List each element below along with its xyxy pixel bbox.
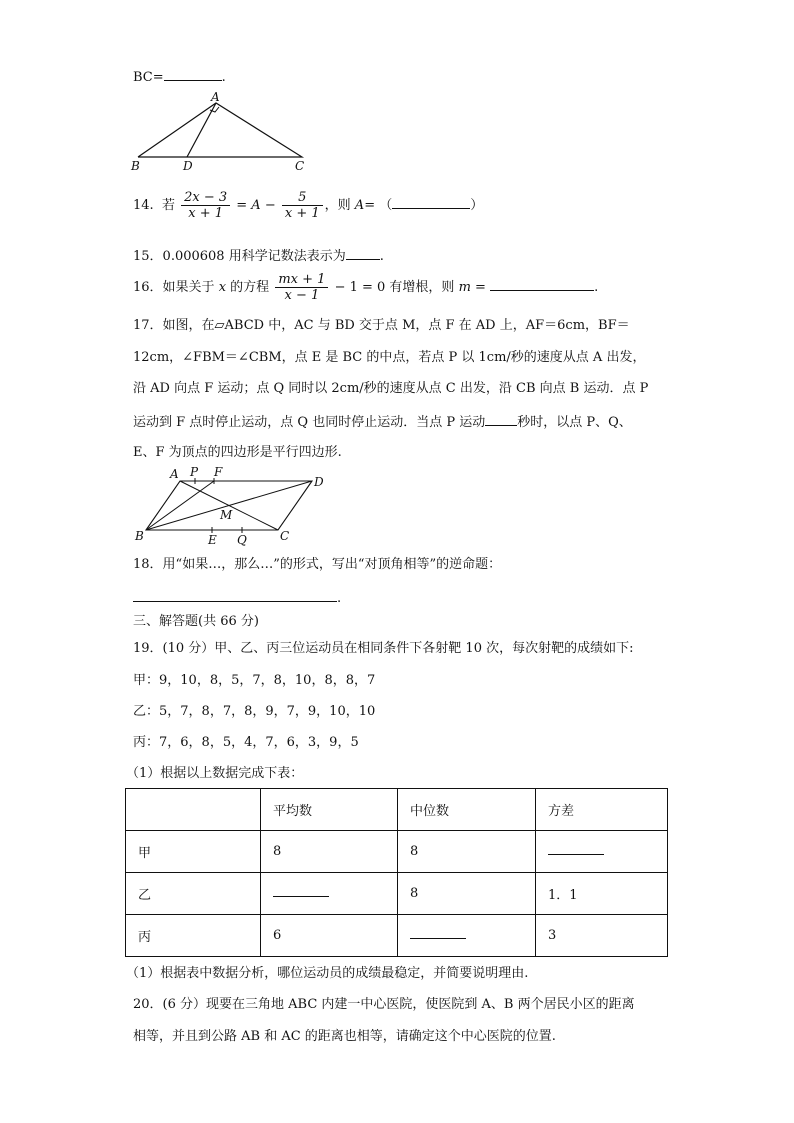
score-table	[125, 788, 668, 957]
table-cell	[261, 873, 398, 915]
label-p: P	[190, 465, 199, 479]
table-cell: 丙	[126, 915, 261, 957]
label-f: F	[214, 465, 223, 479]
table-cell: 1．1	[536, 873, 668, 915]
label-m: M	[220, 508, 233, 522]
triangle-figure	[128, 90, 313, 175]
table-row	[126, 831, 668, 873]
q17-line-2: 12cm，∠FBM＝∠CBM，点 E 是 BC 的中点，若点 P 以 1cm/秒的速度从点 A 出发，	[133, 350, 646, 365]
q19-intro: 19．(10 分）甲、乙、丙三位运动员在相同条件下各射靶 10 次，每次射靶的成绩如下:	[133, 641, 634, 656]
q17-line-5: E、F 为顶点的四边形是平行四边形.	[133, 445, 342, 460]
q16-blank[interactable]	[490, 278, 594, 291]
q14-fraction-2: $\frac{5}{x + 1}$	[282, 190, 323, 221]
table-cell: 6	[261, 915, 398, 957]
label-e: E	[208, 533, 217, 547]
table-cell: 8	[398, 873, 536, 915]
parallelogram-figure	[130, 464, 330, 548]
table-cell: 3	[536, 915, 668, 957]
q17-line-3: 沿 AD 向点 F 运动；点 Q 同时以 2cm/秒的速度从点 C 出发，沿 CB 向点 B 运动．点 P	[133, 381, 649, 396]
section-heading: 三、解答题(共 66 分)	[133, 614, 259, 629]
q18-line-1: 18．用“如果…，那么…”的形式，写出“对顶角相等”的逆命题：	[133, 557, 502, 572]
q19-sub-2: （1）根据表中数据分析，哪位运动员的成绩最稳定，并简要说明理由.	[126, 966, 529, 981]
q13-answer-line: BC= .	[133, 70, 226, 85]
table-header-row	[126, 789, 668, 831]
question-14: 14. 若 $\frac{2x - 3}{x + 1}$ = A − $\frac{5}{x + 1}$ ，则 A= （ ）	[133, 190, 484, 221]
q14-fraction-1: $\frac{2x - 3}{x + 1}$	[181, 190, 230, 221]
q19-data-jia: 甲：9，10，8，5，7，8，10，8，8，7	[133, 673, 376, 688]
variance-blank-jia[interactable]	[548, 844, 604, 855]
table-cell: 乙	[126, 873, 261, 915]
mean-blank-yi[interactable]	[273, 886, 329, 897]
q19-data-yi: 乙：5，7，8，7，8，9，7，9，10，10	[133, 704, 376, 719]
label-a: A	[170, 467, 179, 481]
table-row	[126, 873, 668, 915]
table-header-cell: 中位数	[398, 789, 536, 831]
label-b: B	[131, 159, 140, 173]
q17-line-4: 运动到 F 点时停止运动，点 Q 也同时停止运动．当点 P 运动 秒时，以点 P、Q、	[133, 415, 632, 430]
q16-fraction: $\frac{mx + 1}{x - 1}$	[275, 272, 328, 303]
label-c: C	[280, 529, 290, 543]
label-d: D	[183, 159, 193, 173]
label-b: B	[135, 529, 144, 543]
q20-line-2: 相等，并且到公路 AB 和 AC 的距离也相等，请确定这个中心医院的位置.	[133, 1029, 556, 1044]
table-row	[126, 915, 668, 957]
segment-bf	[146, 481, 214, 530]
label-q: Q	[237, 533, 247, 547]
table-header-cell: 方差	[536, 789, 668, 831]
q20-line-1: 20．(6 分）现要在三角地 ABC 内建一中心医院，使医院到 A、B 两个居民小区的距离	[133, 997, 635, 1012]
table-cell: 8	[261, 831, 398, 873]
table-cell: 甲	[126, 831, 261, 873]
q19-data-bing: 丙：7，6，8，5，4，7，6，3，9，5	[133, 735, 359, 750]
table-header-cell	[126, 789, 261, 831]
q19-sub-1: （1）根据以上数据完成下表：	[126, 766, 304, 781]
triangle-abc	[138, 103, 302, 157]
q17-line-1: 17．如图，在▱ABCD 中，AC 与 BD 交于点 M，点 F 在 AD 上，AF＝6cm，BF＝	[133, 318, 630, 333]
table-header-cell: 平均数	[261, 789, 398, 831]
table-cell: 8	[398, 831, 536, 873]
median-blank-bing[interactable]	[410, 928, 466, 939]
question-16: 16．如果关于 x 的方程 $\frac{mx + 1}{x - 1}$ − 1 = 0 有增根，则 m = .	[133, 272, 599, 303]
q18-answer-line: .	[133, 589, 341, 607]
q17-blank[interactable]	[485, 413, 517, 426]
label-c: C	[295, 159, 305, 173]
table-cell	[398, 915, 536, 957]
label-d: D	[314, 475, 324, 489]
q15-blank[interactable]	[346, 247, 380, 260]
q18-blank[interactable]	[133, 589, 337, 602]
question-15: 15．0.000608 用科学记数法表示为 .	[133, 249, 384, 264]
q13-prefix: BC=	[133, 70, 164, 85]
diagonal-bd	[146, 481, 312, 530]
table-cell	[536, 831, 668, 873]
q13-blank[interactable]	[164, 68, 222, 81]
label-a: A	[211, 90, 220, 104]
q14-blank[interactable]	[392, 196, 470, 209]
